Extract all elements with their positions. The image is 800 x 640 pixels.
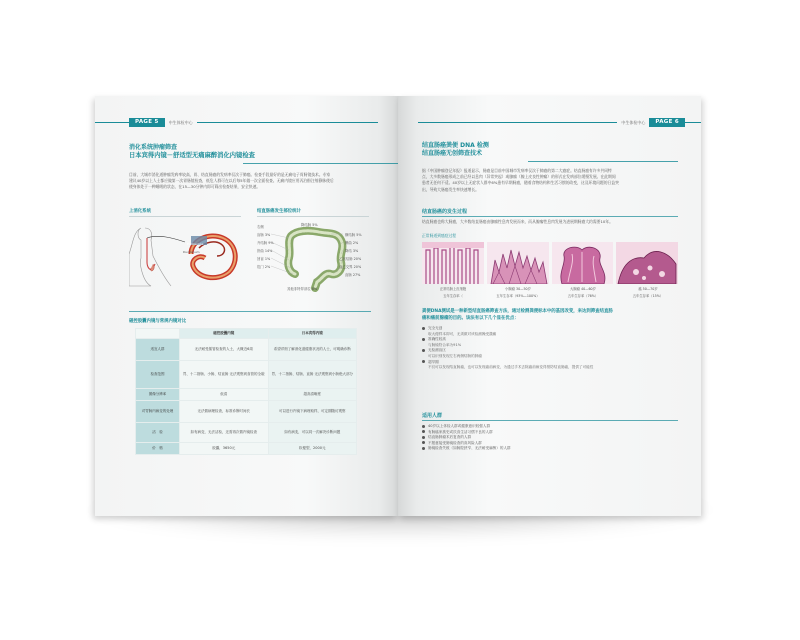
highlight-paragraph [422, 308, 678, 322]
advantage-detail: 与肠镜符合率为91% [428, 342, 462, 347]
survival-rate: 五年生存率（76%） [567, 294, 599, 298]
page-subtitle: 结直肠癌无创筛查技术 [422, 150, 483, 157]
row-head: 适宜人群 [136, 339, 180, 361]
header-center-text: 中生体检中心 [621, 119, 646, 125]
table-header-cell: 磁控胶囊内镜 [180, 329, 269, 339]
histology-image-cancer [616, 242, 678, 284]
page-title: 结直肠癌粪便 DNA 检测 [422, 142, 489, 149]
colon-label: 横结肠 5% [345, 233, 362, 237]
table-cell: 可以进行内镜下病理取样，可定期随访观察 [268, 401, 357, 423]
bullet-icon [422, 447, 425, 450]
histology-image-strip [422, 242, 678, 284]
table-header-cell: 日本宾得内镜 [268, 329, 357, 339]
colon-label: 回盲 1% [257, 257, 271, 261]
table-header-row [136, 329, 357, 339]
table-row [136, 443, 357, 455]
colon-location-diagram [257, 222, 369, 294]
histology-caption: 大腺瘤 40—60岁 [570, 287, 596, 291]
right-intro [422, 168, 678, 193]
histology-image-large-adenoma [552, 242, 614, 284]
row-head: 检查范围 [136, 361, 180, 389]
table-cell: 希望详细了解消化道健康状况的人士，可明确诊断 [268, 339, 357, 361]
table-cell: 如有病变，可以同一次解决诊断问题 [268, 423, 357, 443]
right-title-block [422, 142, 678, 162]
anatomy-label-duodenum: Duodenum [183, 250, 200, 254]
colon-label: 盲肠 3% [257, 233, 271, 237]
title-rule [243, 163, 398, 164]
table-row [136, 389, 357, 401]
page-number-tag: PAGE 6 [649, 118, 685, 127]
highlight-line: 粪便DNA测试是一种新型结直肠癌筛查方法，通过检测粪便标本中的基因改变，来达到筛查结直肠 [422, 309, 613, 314]
comparison-table [135, 328, 357, 455]
table-row [136, 423, 357, 443]
advantages-list [422, 326, 678, 371]
bullet-icon [422, 441, 425, 444]
advantage-head: 准确性较高 [428, 337, 446, 342]
histology-caption: 正常结肠上皮细胞 [439, 287, 467, 291]
row-head: 对胃肠内病变的处理 [136, 401, 180, 423]
anatomy-label-endoscope: Endoscope [187, 242, 204, 246]
title-rule [528, 161, 678, 162]
intro-line: 目前，大城市消化道肿瘤发病率较高，胃、结直肠癌的发病率仅次于肺癌。检查手段最好的是无痛电子胃肠镜技术。专家 [129, 172, 331, 177]
bullet-icon [422, 338, 425, 341]
page-subtitle: 日本宾得内镜－舒适型无痛麻醉消化内镜检查 [129, 152, 255, 159]
colon-label: 乙状结肠 20% [339, 257, 362, 261]
colon-label: 直肠 27% [345, 273, 361, 277]
colon-label: 升结肠 9% [257, 241, 274, 245]
colon-label: 降结肠 5% [301, 223, 318, 227]
section-heading: 适用人群 [422, 413, 443, 419]
row-head: 图像分辨率 [136, 389, 180, 401]
intro-line: 建议40岁以上人士都应做第一次胃肠镜检查，低危人群可在以后每5年做一次全面检查。无痛内镜应用丙泊酚注射静脉使后 [129, 178, 334, 184]
table-header-cell [136, 329, 180, 339]
header-rule [418, 122, 617, 123]
advantage-head: 完全无创 [428, 326, 443, 330]
section-rule [422, 216, 678, 217]
colon-label: 降结 3% [345, 249, 359, 253]
table-title: 磁控胶囊内镜与常规内镜对比 [129, 319, 187, 324]
header-center-text: 中生体检中心 [168, 119, 193, 125]
bullet-icon [422, 360, 425, 363]
digestive-anatomy-illustration [129, 224, 241, 288]
highlight-line: 癌和癌前腺瘤的目的。该法有以下几个显在优点： [422, 316, 519, 321]
advantage-detail: 可以识别发现左右两侧结肠的肿瘤 [428, 353, 482, 358]
header-rule [95, 122, 129, 123]
advantage-detail: 不仅可以发现结直肠癌，也可以发现癌前病变，为通过手术去除癌前病变得预防结直肠癌，提供了可能性 [428, 365, 594, 370]
header-rule [197, 122, 378, 123]
section-rule [422, 420, 678, 421]
row-head: 活 检 [136, 423, 180, 443]
table-row [136, 339, 357, 361]
survival-rate: 五年生存率（15%） [632, 294, 664, 298]
histology-image-small-adenoma [487, 242, 549, 284]
table-cell: 无法做病理检查，标准诊断时间长 [180, 401, 269, 423]
diagram-title: 结直肠癌发生部位统计 [257, 209, 301, 214]
advantage-head: 无检测盲区 [428, 348, 446, 353]
survival-rate: 五年生存率（93%—100%） [496, 294, 540, 298]
target-population-list [422, 424, 678, 452]
histology-image-normal [422, 242, 484, 284]
histology-caption: 小腺瘤 30—50岁 [505, 287, 531, 291]
bullet-icon [422, 425, 425, 428]
advantage-detail: 取大便样本即可，无须做对该检测操受激痛 [428, 331, 497, 336]
target-item: 40岁以上体检人群或健康意识较强人群 [428, 424, 491, 428]
colon-label: 肛门 2% [257, 265, 271, 269]
target-item: 结直肠肿瘤术后复查的人群 [428, 435, 472, 440]
row-head: 价 格 [136, 443, 180, 455]
colon-label: 右侧 [257, 225, 264, 229]
right-header [418, 118, 701, 127]
left-header [95, 118, 378, 127]
left-title-block [129, 144, 371, 164]
colon-label: 肝曲 14% [257, 249, 273, 253]
colon-label: 直乙交界 20% [339, 265, 362, 269]
diagram-rule [129, 216, 241, 217]
target-item: 有肠癌家族史或饮食生活习惯不良的人群 [428, 429, 493, 434]
page-number-tag: PAGE 5 [129, 118, 165, 127]
diagram-rule [257, 216, 369, 217]
diagram-title: 上消化系统 [129, 209, 151, 214]
section-heading: 结直肠癌的发生过程 [422, 209, 468, 215]
table-row [136, 361, 357, 389]
list-item [422, 446, 678, 452]
table-cell: 软便型，2000元 [268, 443, 357, 455]
survival-rate: 五年生存率（ [443, 294, 463, 298]
table-cell: 胃、十二指肠、小肠、结直肠 无法观察到食管的全貌 [180, 361, 269, 389]
table-cell: 如有病变，无法活检，还需再次做内镜检查 [180, 423, 269, 443]
intro-line: 据《中国肿瘤登记年报》报道显示，肠癌是目前中国城市发病率仅次于肺癌的第二大癌症。结直肠癌有许多共同特 [422, 168, 612, 173]
colon-label: 脾曲 2% [345, 241, 359, 245]
histology-caption: 癌 50—70岁 [638, 287, 658, 291]
intro-line: 使身体处于一种睡眠的状态，在15—30分钟内即可筛出检查结果，安全快速。 [129, 184, 261, 190]
table-row [136, 401, 357, 423]
bullet-icon [422, 436, 425, 439]
intro-line: 患者无任何不适。40岁以上无症状人群中6%患有早期肠癌，随着食物结构和生活习惯的改变，这及环境问题的日益突 [422, 180, 619, 186]
advantage-head: 超早期 [428, 359, 439, 364]
header-rule [685, 122, 701, 123]
section-divider [129, 311, 371, 312]
bullet-icon [422, 430, 425, 433]
table-cell: 无法耐受插管检查的人士，大概近6周 [180, 339, 269, 361]
histology-title: 正常肠道到癌症过程 [422, 233, 457, 238]
intro-line: 点，大多数肠癌形成之前已经以息肉（异常突起）或腺瘤（腺上皮良性肿瘤）的形式在发病部位缓慢发展。在此期间 [422, 174, 616, 180]
bullet-icon [422, 327, 425, 330]
bullet-icon [422, 349, 425, 352]
table-cell: 低清 [180, 389, 269, 401]
table-cell: 胃、十二指肠、结肠、直肠 无法观察到小肠绝大部分 [268, 361, 357, 389]
left-page [95, 96, 398, 516]
colon-label: 其他非特异部位 8% [287, 287, 318, 291]
right-page [398, 96, 701, 516]
target-item: 不愿意接受肠镜检查的高风险人群 [428, 440, 482, 445]
table-cell: 胶囊，3650元 [180, 443, 269, 455]
progress-description: 结直肠癌也称大肠癌，大多数结直肠癌由腺瘤性息肉发展而来，而从腺瘤性息肉发展为进展期肠癌大约需要10年。 [422, 219, 613, 224]
page-title: 消化系统肿瘤筛查 [129, 144, 178, 151]
intro-line: 出，导致大肠癌发生率快速增长。 [422, 186, 479, 192]
table-cell: 超高清晰度 [268, 389, 357, 401]
left-intro [129, 172, 373, 191]
target-item: 肠镜检查失败（如肠腔狭窄、无法耐受麻醉）的人群 [428, 446, 511, 451]
